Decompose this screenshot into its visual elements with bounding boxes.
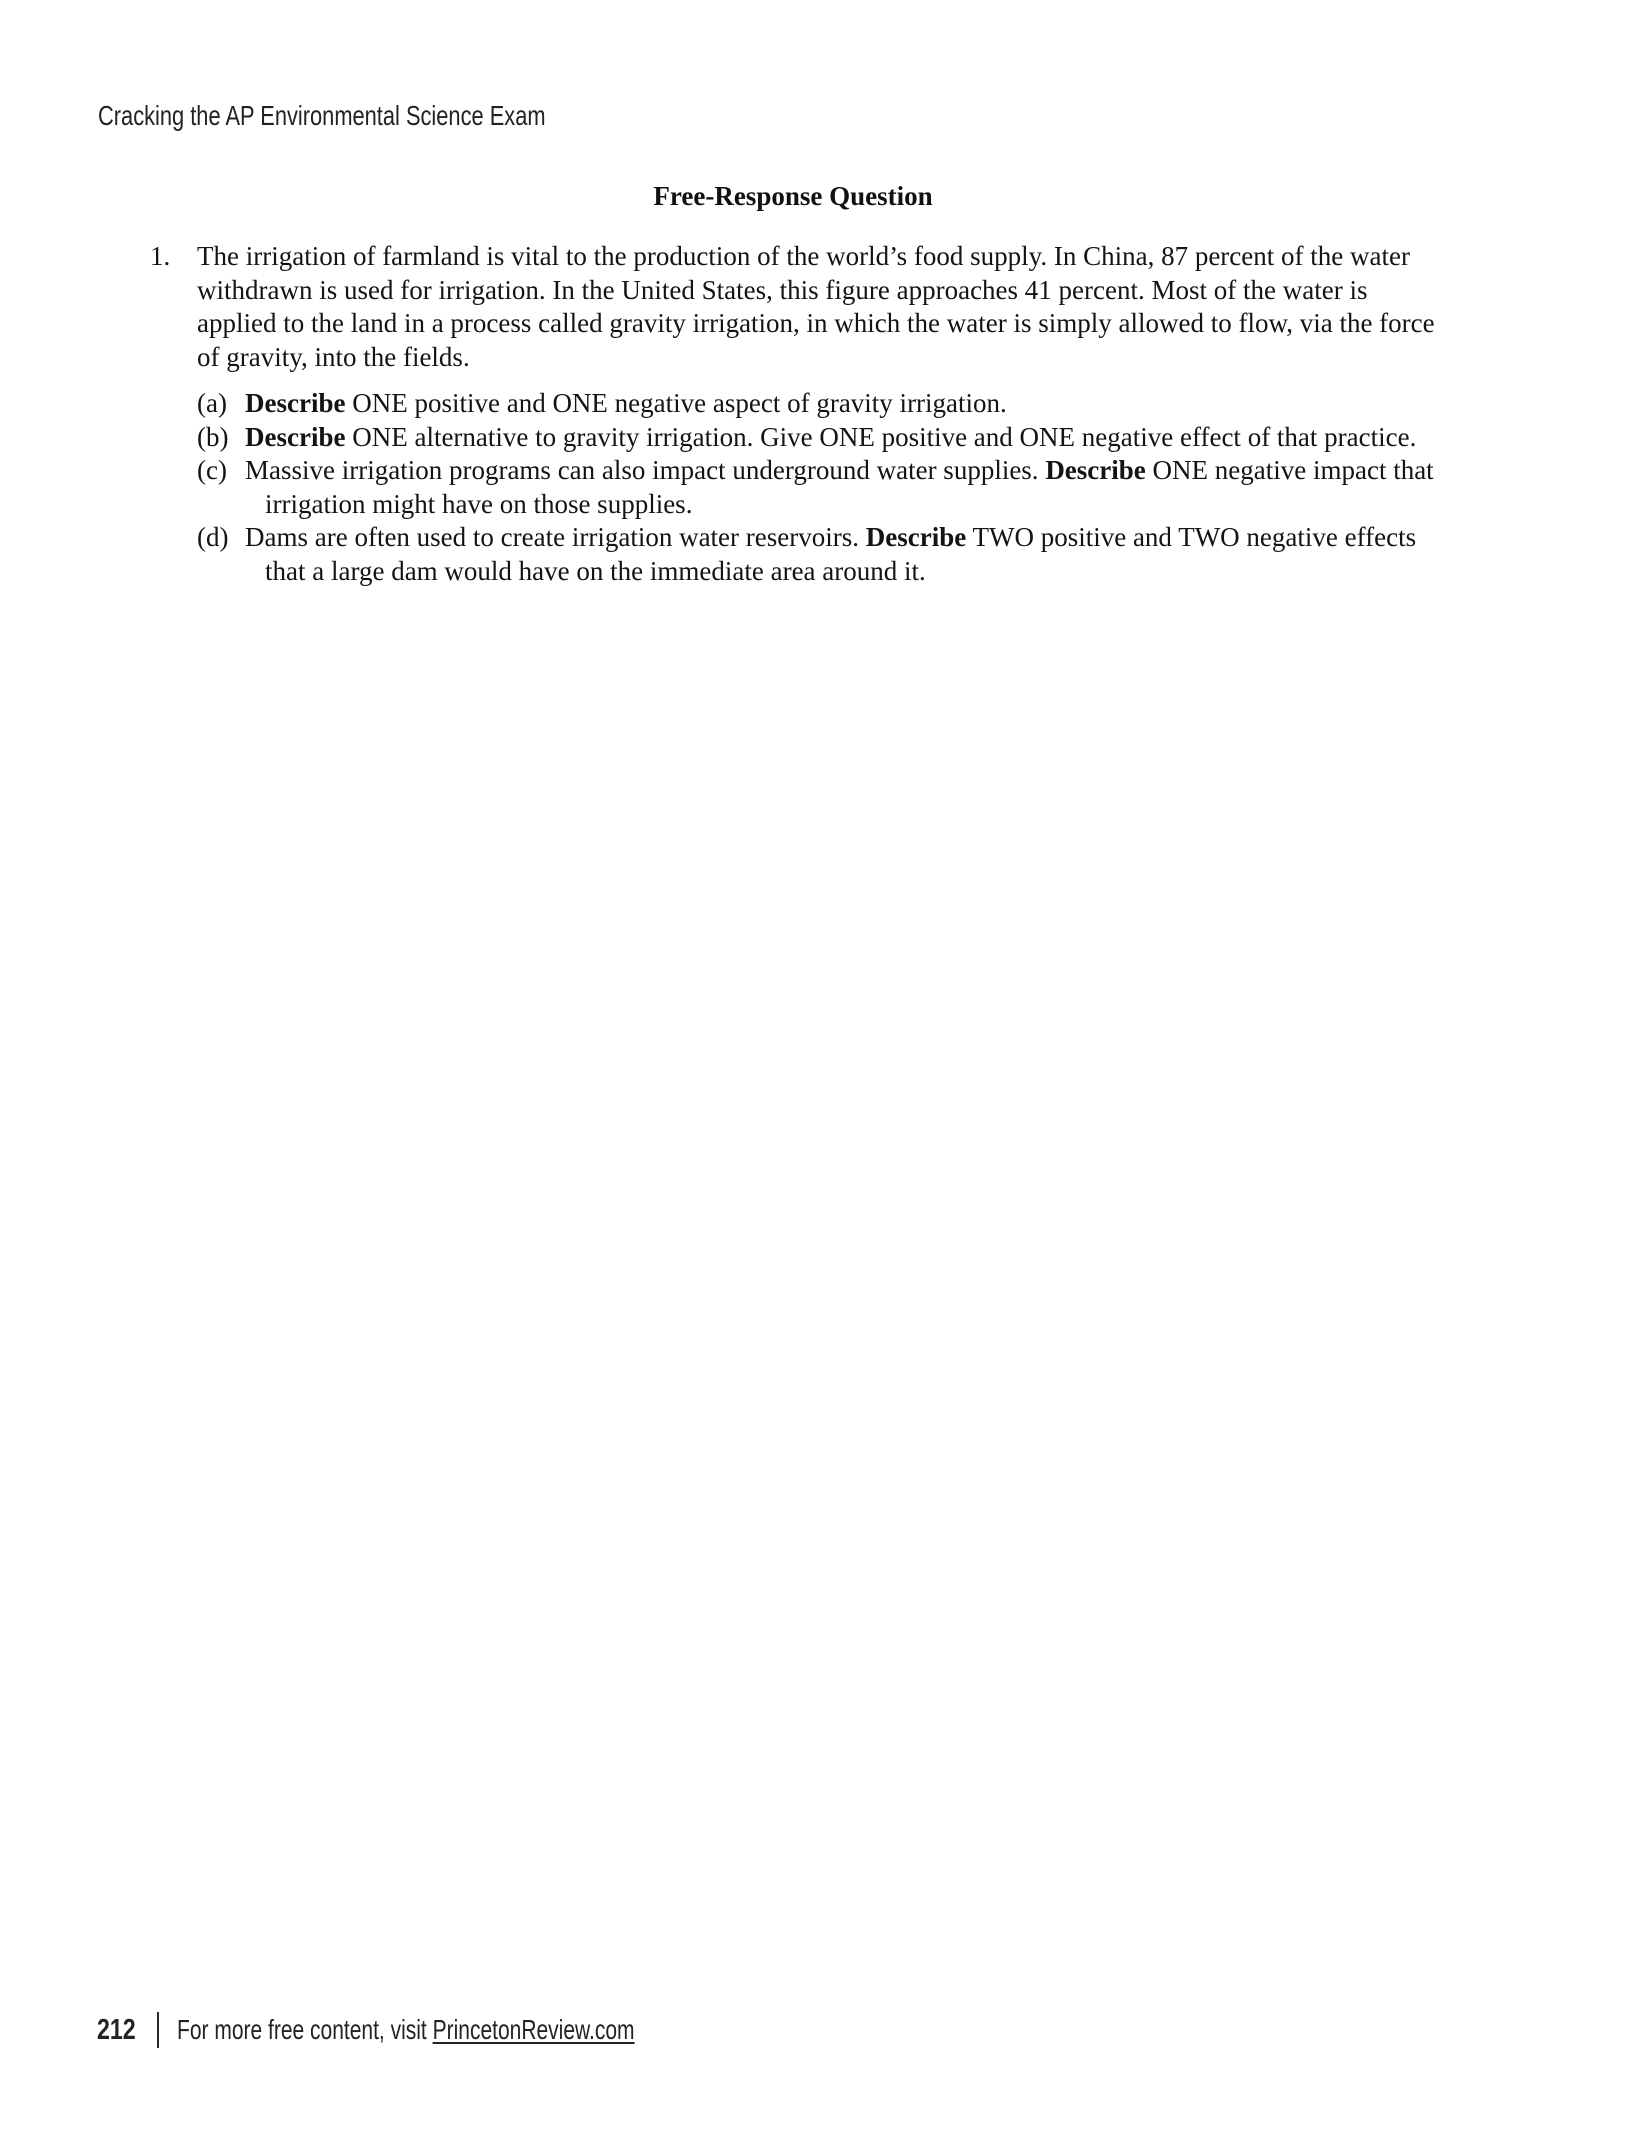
question-text: The irrigation of farmland is vital to the production of the world’s food supply. In China, 87 percent of the water withdrawn is used for irrigation. In the United States, this figure approaches 41 percent. Most of the water is applied to the land in a process called gravity irrigation, in which the water is simply allowed to flow, via the force of gravity, into the fields. bbox=[197, 241, 1435, 372]
part-text: Describe ONE positive and ONE negative aspect of gravity irrigation. bbox=[245, 388, 1007, 418]
question-parts bbox=[197, 387, 1450, 588]
page-title: Free-Response Question bbox=[653, 181, 933, 211]
footer-text bbox=[177, 2014, 635, 2046]
question-part-d bbox=[197, 521, 1450, 588]
part-text: Describe ONE alternative to gravity irrigation. Give ONE positive and ONE negative effect of that practice. bbox=[245, 421, 1417, 452]
question-block bbox=[150, 240, 1447, 374]
part-label: (a) bbox=[197, 388, 227, 418]
part-label: (b) bbox=[197, 421, 229, 452]
footer-message: For more free content, visit bbox=[177, 2014, 433, 2045]
part-text: Massive irrigation programs can also impact underground water supplies. Describe ONE negative impact that irrigation might have on those supplies. bbox=[245, 455, 1434, 519]
question-part-a bbox=[197, 387, 1450, 421]
footer-link[interactable]: PrincetonReview.com bbox=[432, 2014, 635, 2045]
part-label: (d) bbox=[197, 522, 229, 552]
page-number: 212 bbox=[97, 2013, 136, 2046]
question-number: 1. bbox=[150, 241, 171, 271]
footer-divider bbox=[157, 2012, 159, 2048]
question-content bbox=[98, 240, 1450, 588]
part-label: (c) bbox=[197, 455, 227, 485]
running-header: Cracking the AP Environmental Science Exam bbox=[98, 100, 546, 131]
question-part-b bbox=[197, 421, 1450, 455]
part-text: Dams are often used to create irrigation water reservoirs. Describe TWO positive and TWO negative effects that a large dam would have on the immediate area around it. bbox=[245, 522, 1417, 586]
page-footer bbox=[97, 2010, 787, 2050]
question-part-c bbox=[197, 454, 1450, 521]
